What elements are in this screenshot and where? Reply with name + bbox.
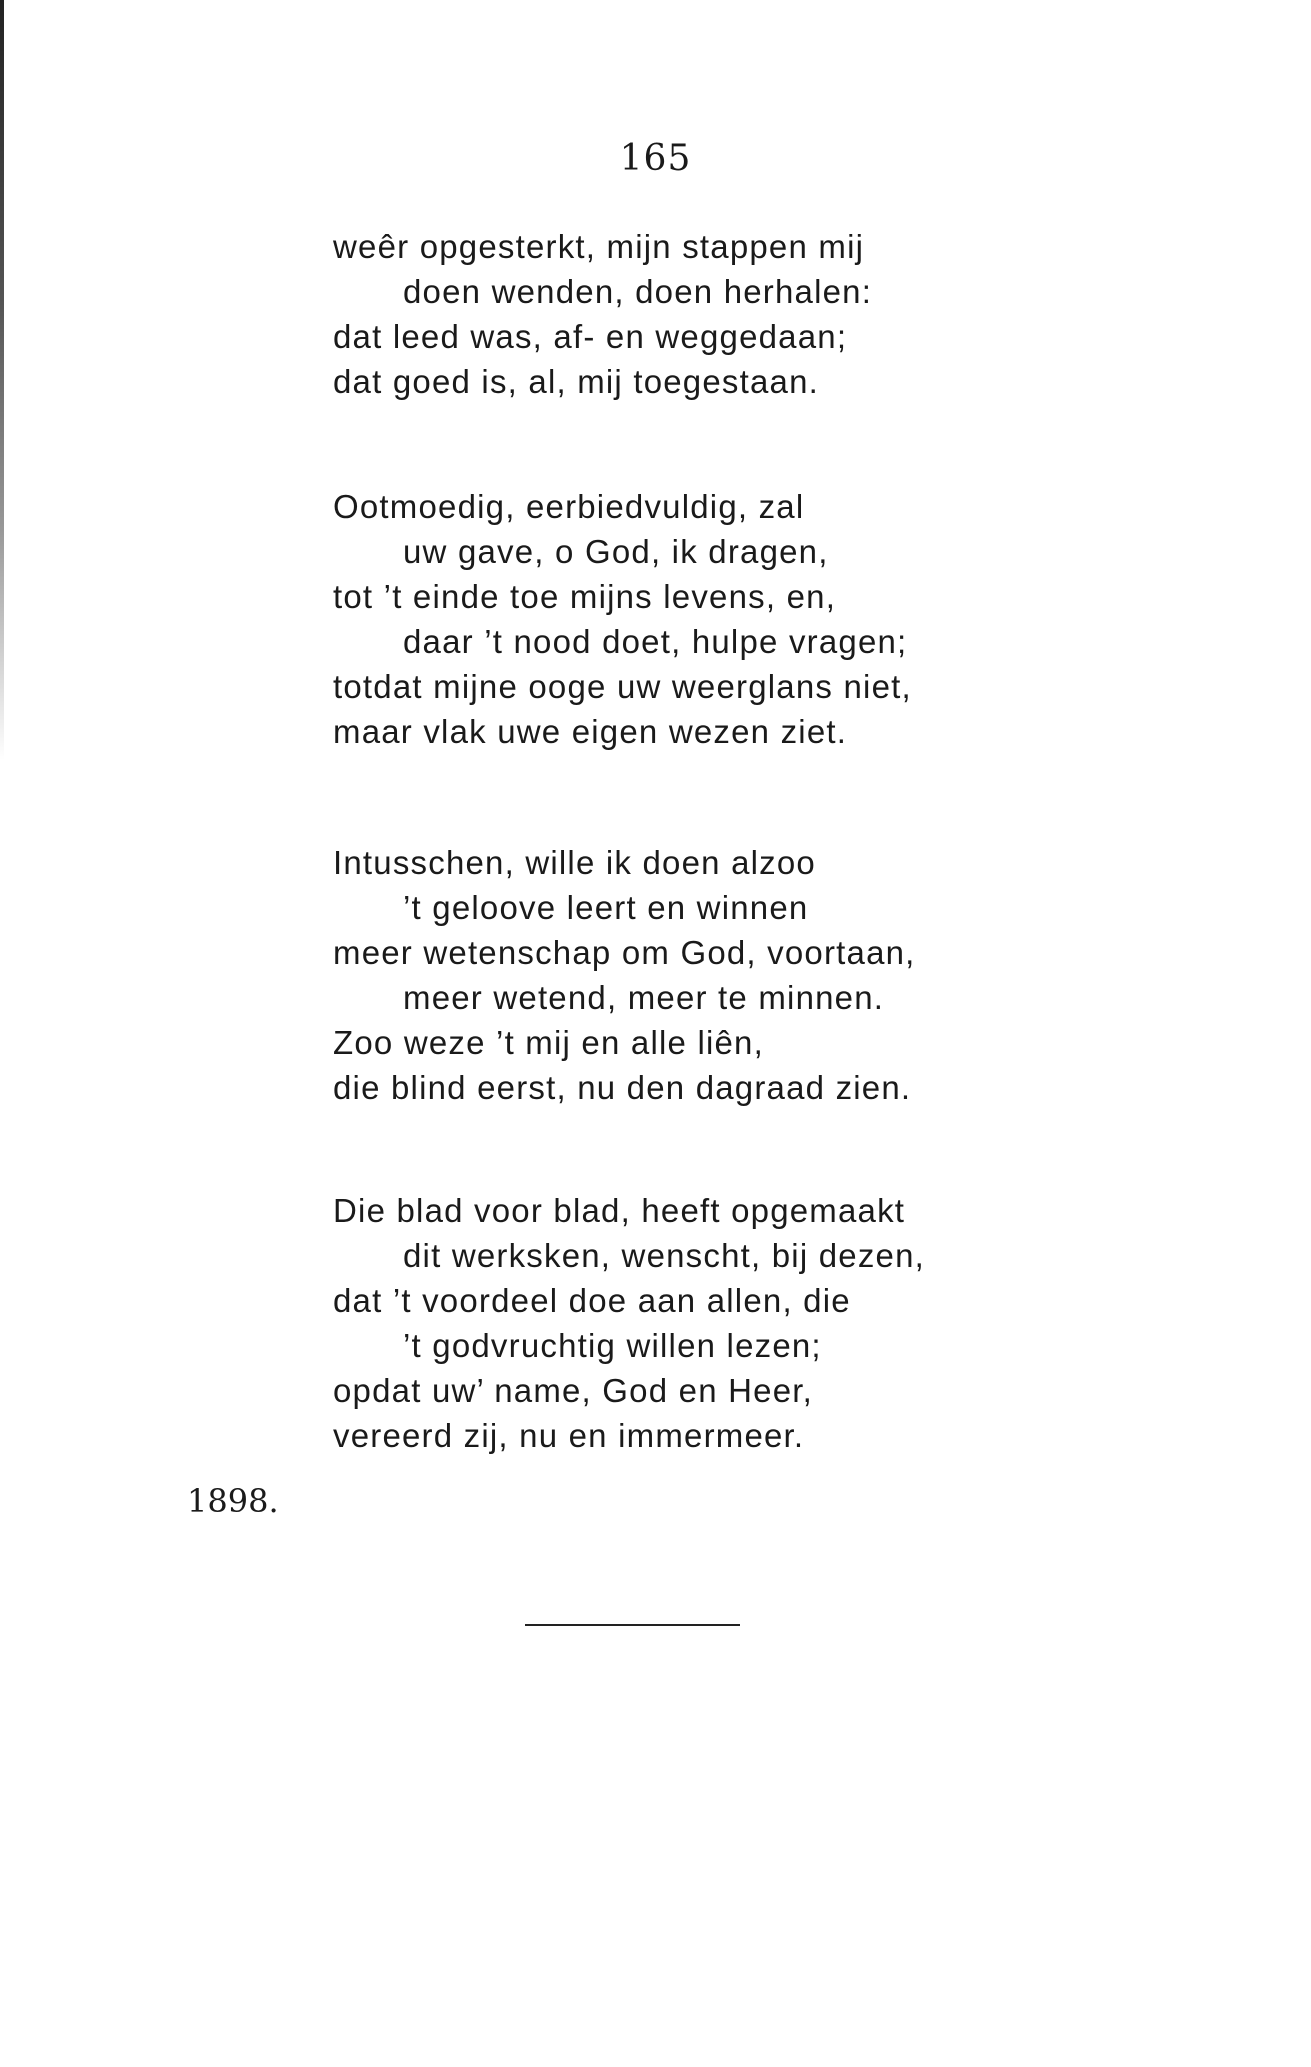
poem-line: daar ’t nood doet, hulpe vragen; [403, 623, 908, 660]
poem-line: ’t godvruchtig willen lezen; [403, 1327, 822, 1364]
poem-line: dit werksken, wenscht, bij dezen, [403, 1237, 925, 1274]
stanza-4 [333, 1188, 1233, 1458]
poem-line: doen wenden, doen herhalen: [403, 273, 873, 310]
poem-line: Ootmoedig, eerbiedvuldig, zal [333, 488, 805, 525]
poem-line: vereerd zij, nu en immermeer. [333, 1417, 805, 1454]
poem-date: 1898. [187, 1482, 279, 1520]
poem-line: Intusschen, wille ik doen alzoo [333, 844, 816, 881]
poem-line: ’t geloove leert en winnen [403, 889, 809, 926]
poem-line: Die blad voor blad, heeft opgemaakt [333, 1192, 906, 1229]
poem-line: die blind eerst, nu den dagraad zien. [333, 1069, 912, 1106]
poem-line: dat leed was, af- en weggedaan; [333, 318, 848, 355]
poem-line: meer wetend, meer te minnen. [403, 979, 885, 1016]
poem-line: dat goed is, al, mij toegestaan. [333, 363, 820, 400]
poem-line: uw gave, o God, ik dragen, [403, 533, 829, 570]
poem-line: weêr opgesterkt, mijn stappen mij [333, 228, 865, 265]
poem-line: tot ’t einde toe mijns levens, en, [333, 578, 837, 615]
stanza-1 [333, 224, 1233, 404]
poem-line: opdat uw’ name, God en Heer, [333, 1372, 813, 1409]
page-binding-edge [0, 0, 4, 760]
poem-line: totdat mijne ooge uw weerglans niet, [333, 668, 912, 705]
stanza-3 [333, 840, 1233, 1110]
poem-line: dat ’t voordeel doe aan allen, die [333, 1282, 851, 1319]
poem-line: meer wetenschap om God, voortaan, [333, 934, 916, 971]
poem-line: maar vlak uwe eigen wezen ziet. [333, 713, 848, 750]
end-rule-divider [525, 1624, 740, 1626]
page-number: 165 [619, 138, 692, 179]
poem-line: Zoo weze ’t mij en alle liên, [333, 1024, 764, 1061]
stanza-2 [333, 484, 1233, 754]
